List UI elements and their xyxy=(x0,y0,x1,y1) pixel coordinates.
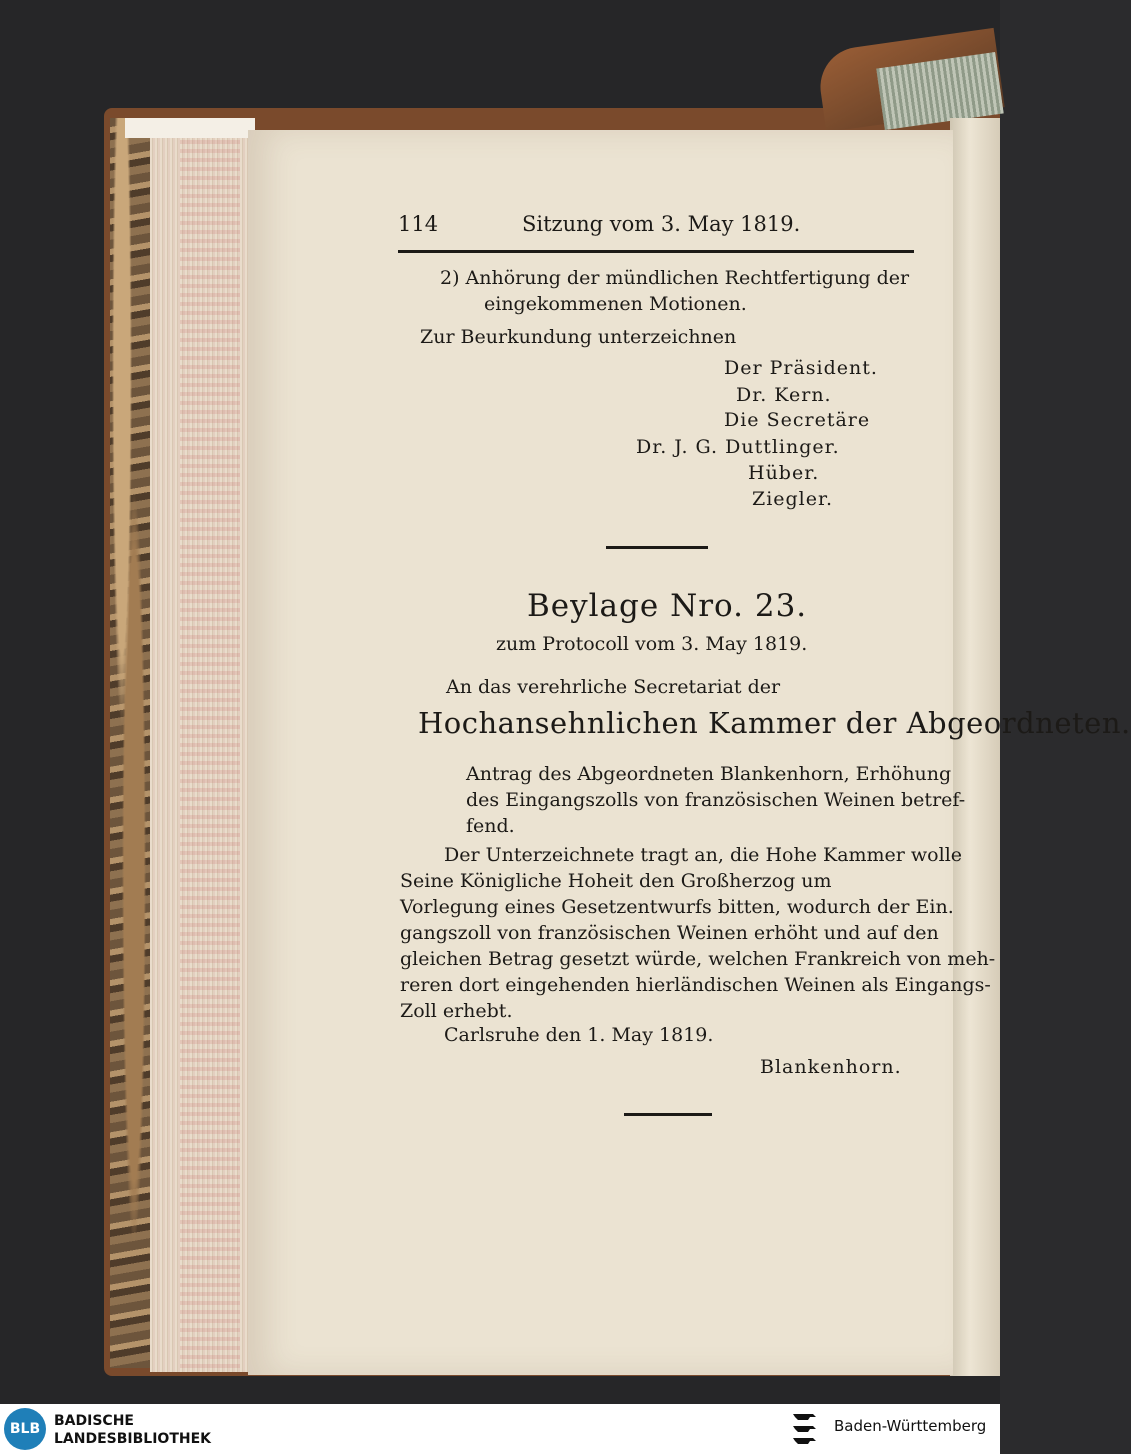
signatory-hueber: Hüber. xyxy=(748,462,820,484)
item-line-2: eingekommenen Motionen. xyxy=(484,293,747,315)
signatory-president: Der Präsident. xyxy=(724,357,878,379)
body-line-7: Zoll erhebt. xyxy=(400,1000,513,1022)
place-date: Carlsruhe den 1. May 1819. xyxy=(444,1024,714,1046)
page-edges-top xyxy=(125,118,255,138)
right-page-edge xyxy=(950,118,1000,1376)
state-label: Baden-Württemberg xyxy=(834,1417,987,1435)
subject-line-2: des Eingangszolls von französischen Weinen betref- xyxy=(466,789,966,811)
body-line-3: Vorlegung eines Gesetzentwurfs bitten, wodurch der Ein. xyxy=(400,896,954,918)
page-edges xyxy=(150,122,250,1372)
body-line-5: gleichen Betrag gesetzt würde, welchen Frankreich von meh- xyxy=(400,948,996,970)
item-line-1: 2) Anhörung der mündlichen Rechtfertigung der xyxy=(440,267,910,289)
closing-divider xyxy=(624,1113,712,1116)
body-line-6: reren dort eingehenden hierländischen Weinen als Eingangs- xyxy=(400,974,991,996)
library-name-line-2: LANDESBIBLIOTHEK xyxy=(54,1431,212,1447)
blb-logo-icon[interactable]: BLB xyxy=(4,1408,46,1450)
baden-wuerttemberg-lions-icon xyxy=(790,1410,822,1448)
signatory-kern: Dr. Kern. xyxy=(736,384,832,406)
library-name xyxy=(54,1412,211,1448)
signatory-duttlinger: Dr. J. G. Duttlinger. xyxy=(636,436,840,458)
book-page xyxy=(248,130,953,1375)
body-line-4: gangszoll von französischen Weinen erhöht und auf den xyxy=(400,922,939,944)
page-number: 114 xyxy=(398,212,439,236)
appendix-title: Beylage Nro. 23. xyxy=(527,588,808,624)
closing-signature: Blankenhorn. xyxy=(760,1056,902,1078)
appendix-subtitle: zum Protocoll vom 3. May 1819. xyxy=(496,633,808,655)
header-rule xyxy=(398,250,914,253)
address-heading: Hochansehnlichen Kammer der Abgeordneten. xyxy=(418,706,1131,740)
library-name-line-1: BADISCHE xyxy=(54,1413,134,1429)
section-divider xyxy=(606,546,708,549)
subject-line-1: Antrag des Abgeordneten Blankenhorn, Erhöhung xyxy=(466,763,952,785)
subject-line-3: fend. xyxy=(466,815,515,837)
marbled-endpaper xyxy=(110,118,153,1368)
attestation-line: Zur Beurkundung unterzeichnen xyxy=(420,326,737,348)
signatory-ziegler: Ziegler. xyxy=(752,488,834,510)
body-line-2: Seine Königliche Hoheit den Großherzog um xyxy=(400,870,832,892)
body-line-1: Der Unterzeichnete tragt an, die Hohe Kammer wolle xyxy=(444,844,963,866)
signatory-secretaries: Die Secretäre xyxy=(724,409,871,431)
running-title: Sitzung vom 3. May 1819. xyxy=(522,212,801,236)
address-line: An das verehrliche Secretariat der xyxy=(446,676,781,698)
